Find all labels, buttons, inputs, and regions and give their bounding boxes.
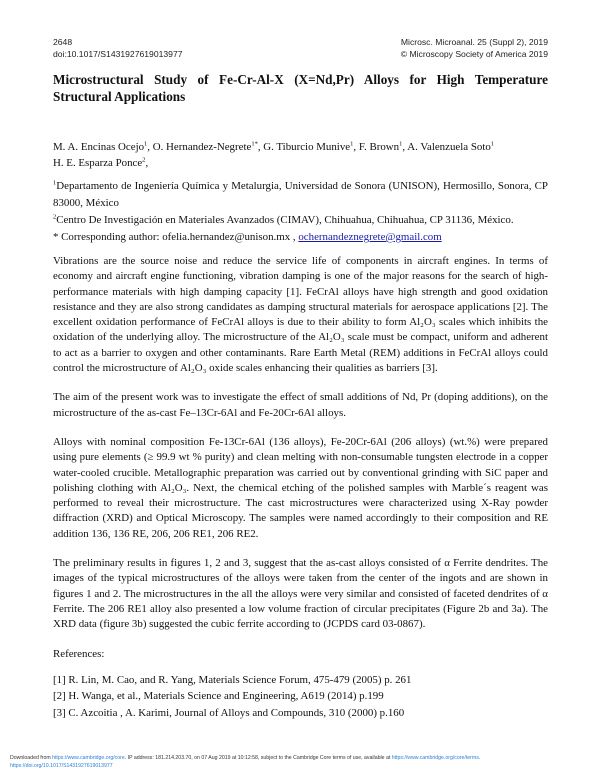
affiliation-mark: 1	[53, 179, 57, 187]
author-name: O. Hernandez-Negrete	[152, 141, 252, 153]
author-name: A. Valenzuela Soto	[407, 141, 491, 153]
footer-text: .	[478, 755, 481, 761]
download-footer	[10, 746, 595, 770]
separator: ,	[147, 141, 153, 153]
reference-item: [2] H. Wanga, et al., Materials Science and Engineering, A619 (2014) p.199	[53, 690, 384, 703]
references-heading: References:	[53, 647, 105, 660]
paragraph-aim: The aim of the present work was to investigate the effect of small additions of Nd, Pr (doping additions), on the microstructure of the as-cast Fe–13Cr-6Al and Fe-20Cr-6Al alloys.	[53, 391, 548, 419]
corresponding-author	[53, 229, 548, 246]
author-name: F. Brown	[358, 141, 400, 153]
doi: doi:10.1017/S1431927619013977	[53, 49, 183, 59]
doi-link[interactable]: https://doi.org/10.1017/S1431927619013977	[10, 763, 113, 769]
separator: ,	[402, 141, 408, 153]
author-name: M. A. Encinas Ocejo	[53, 141, 145, 153]
footer-text: Downloaded from	[10, 755, 53, 761]
page-header	[53, 36, 548, 60]
corresponding-label: * Corresponding author: ofelia.hernandez@unison.mx ,	[53, 231, 299, 243]
paragraph-methods: Alloys with nominal composition Fe-13Cr-6Al (136 alloys), Fe-20Cr-6Al (206 alloys) (wt.%) were prepared using pure elements (≥ 99.9 wt % purity) and clean melting with non-consumable tungsten electrode in a copper water-cooled crucible. Metallographic preparation was carried out by conventional grinding with SiC paper and polishing clothing with Al₂O₃. Next, the chemical etching of the polished samples with Marble´s reagent was performed to reveal their microstructure. The cast microstructures were characterized using X-Ray powder diffraction (XRD) and Optical Microscopy. The samples were named accordingly to their composition and RE addition 136, 136 RE, 206, 206 RE1, 206 RE2.	[53, 435, 548, 540]
author-name: G. Tiburcio Munive	[263, 141, 351, 153]
author-affiliation-mark: 1*	[251, 140, 258, 148]
author-affiliation-mark: 2	[142, 156, 146, 164]
author-affiliation-mark: 1	[350, 140, 354, 148]
reference-item: [1] R. Lin, M. Cao, and R. Yang, Materials Science Forum, 475-479 (2005) p. 261	[53, 673, 412, 686]
reference-item: [3] C. Azcoitia , A. Karimi, Journal of Alloys and Compounds, 310 (2000) p.160	[53, 706, 405, 719]
affiliation-text: Centro De Investigación en Materiales Avanzados (CIMAV), Chihuahua, Chihuahua, CP 31136, México.	[56, 214, 514, 226]
author-affiliation-mark: 1	[144, 140, 148, 148]
separator: ,	[353, 141, 359, 153]
author-list	[53, 139, 548, 171]
author-line-2	[53, 155, 548, 171]
journal-citation: Microsc. Microanal. 25 (Suppl 2), 2019	[400, 37, 548, 47]
copyright: © Microscopy Society of America 2019	[400, 49, 548, 59]
references-list	[53, 672, 548, 722]
page-number: 2648	[53, 37, 73, 47]
affiliation-2	[53, 212, 548, 229]
paragraph-introduction: Vibrations are the source noise and reduce the service life of components in aircraft engines. In terms of economy and aircraft engine functioning, vibration damping is one of the major reasons for the search of high-performance materials with high damping capacity [1]. FeCrAl alloys have high strength and good oxidation resistance and they are also strong candidates as damping structural materials for aerospace applications [2]. The excellent oxidation performance of FeCrAl alloys is due to their ability to form Al₂O₃ scales which inhibits the oxidation of the underlying alloy. The microstructure of the Al₂O₃ scale must be compact, uniform and adherent to act as a barrier to oxygen and other contaminants. Rare Earth Metal (REM) additions in FeCrAl alloys could control the microstructure of Al₂O₃ oxide scales enhancing their qualities as barriers [3].	[53, 255, 548, 375]
terms-link[interactable]: https://www.cambridge.org/core/terms	[391, 755, 479, 761]
header-right	[401, 36, 548, 60]
footer-text: . IP address: 181.214.203.70, on 07 Aug 2019 at 10:12:58, subject to the Cambridge Core terms of use, available at	[124, 755, 392, 761]
affiliation-text: Departamento de Ingeniería Química y Metalurgia, Universidad de Sonora (UNISON), Hermosillo, Sonora, CP 83000, México	[53, 180, 548, 209]
separator: ,	[145, 157, 149, 169]
author-name: H. E. Esparza Ponce	[53, 157, 143, 169]
separator: ,	[257, 141, 264, 153]
paragraph-results: The preliminary results in figures 1, 2 and 3, suggest that the as-cast alloys consisted of α Ferrite dendrites. The images of the typical microstructures of the alloys were taken from the center of the ingots and are shown in figures 1 and 2. The microstructures in the all the alloys were very similar and consisted of faceted dendrites of α Ferrite. The 206 RE1 alloy also presented a low volume fraction of circular precipitates (Figure 2b and 3a). The XRD data (figure 3b) suggested the cubic ferrite according to (JCPDS card 03-0867).	[53, 557, 548, 631]
author-line-1	[53, 139, 548, 155]
paper-title: Microstructural Study of Fe-Cr-Al-X (X=Nd,Pr) Alloys for High Temperature Structural Applications	[53, 72, 548, 104]
affiliation-1	[53, 178, 548, 212]
author-affiliation-mark: 1	[399, 140, 403, 148]
email-link[interactable]: ochernandeznegrete@gmail.com	[298, 231, 442, 243]
header-left	[53, 36, 183, 60]
affiliation-mark: 2	[53, 213, 57, 221]
cambridge-core-link[interactable]: https://www.cambridge.org/core	[52, 755, 125, 761]
author-affiliation-mark: 1	[490, 140, 495, 148]
affiliations	[53, 178, 548, 246]
